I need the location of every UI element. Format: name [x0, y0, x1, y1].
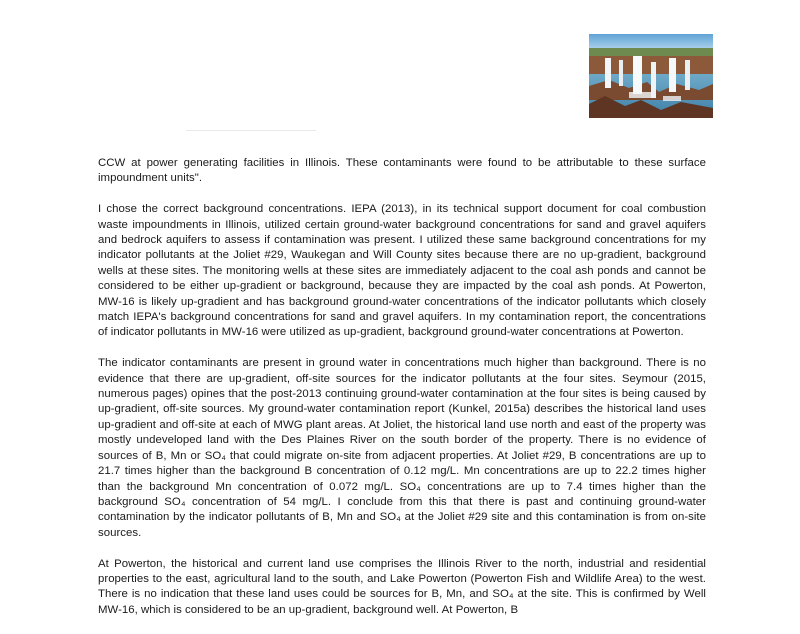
waterfall-logo-image [589, 34, 713, 118]
paragraph-3: The indicator contaminants are present in ground water in concentrations much higher than background. There is no evidence that there are up-gradient, off-site sources for the indicator pollutants at the four sites. Seymour (2015, numerous pages) opines that the post-2013 continuing ground-water contamination at the four sites is being caused by up-gradient, off-site sources. My ground-water contamination report (Kunkel, 2015a) describes the historical land uses up-gradient and off-site at each of MWG plant areas. At Joliet, the historical land use north and east of the property was mostly undeveloped land with the Des Plaines River on the south border of the property. There is no evidence of sources of B, Mn or SO₄ that could migrate on-site from adjacent properties. At Joliet #29, B concentrations are up to 21.7 times higher than the background B concentration of 0.12 mg/L. Mn concentrations are up to 22.2 times higher than the background Mn concentration of 0.072 mg/L. SO₄ concentrations are up to 7.4 times higher than the background SO₄ concentration of 54 mg/L. I conclude from this that there is past and continuing ground-water contamination by the indicator pollutants of B, Mn and SO₄ at the Joliet #29 site and this contamination is from on-site sources. [98, 357, 706, 539]
document-body [98, 156, 706, 634]
paragraph-4: At Powerton, the historical and current land use comprises the Illinois River to the north, industrial and residential properties to the east, agricultural land to the south, and Lake Powerton (Powerton Fish and Wildlife Area) to the west. There is no indication that these land uses could be sources for B, Mn, and SO₄ at the site. This is confirmed by Well MW-16, which is considered to be an up-gradient, background well. At Powerton, B [98, 557, 706, 616]
waterfall-photo-icon [589, 34, 713, 118]
header-divider [186, 130, 316, 131]
paragraph-1: CCW at power generating facilities in Illinois. These contaminants were found to be attributable to these surface impoundment units". [98, 157, 706, 185]
paragraph-2: I chose the correct background concentrations. IEPA (2013), in its technical support document for coal combustion waste impoundments in Illinois, utilized certain ground-water background concentrations for sand and gravel aquifers and bedrock aquifers to assess if contamination was present. I utilized these same background concentrations for my indicator pollutants at the Joliet #29, Waukegan and Will County sites because there are no up-gradient, background wells at these sites. The monitoring wells at these sites are immediately adjacent to the coal ash ponds and cannot be considered to be either up-gradient or background, because they are impacted by the coal ash ponds. At Powerton, MW-16 is likely up-gradient and has background ground-water concentrations of the indicator pollutants which closely match IEPA's background concentrations for sand and gravel aquifers. In my contamination report, the concentrations of indicator pollutants in MW-16 were utilized as up-gradient, background ground-water concentrations at Powerton. [98, 203, 706, 339]
